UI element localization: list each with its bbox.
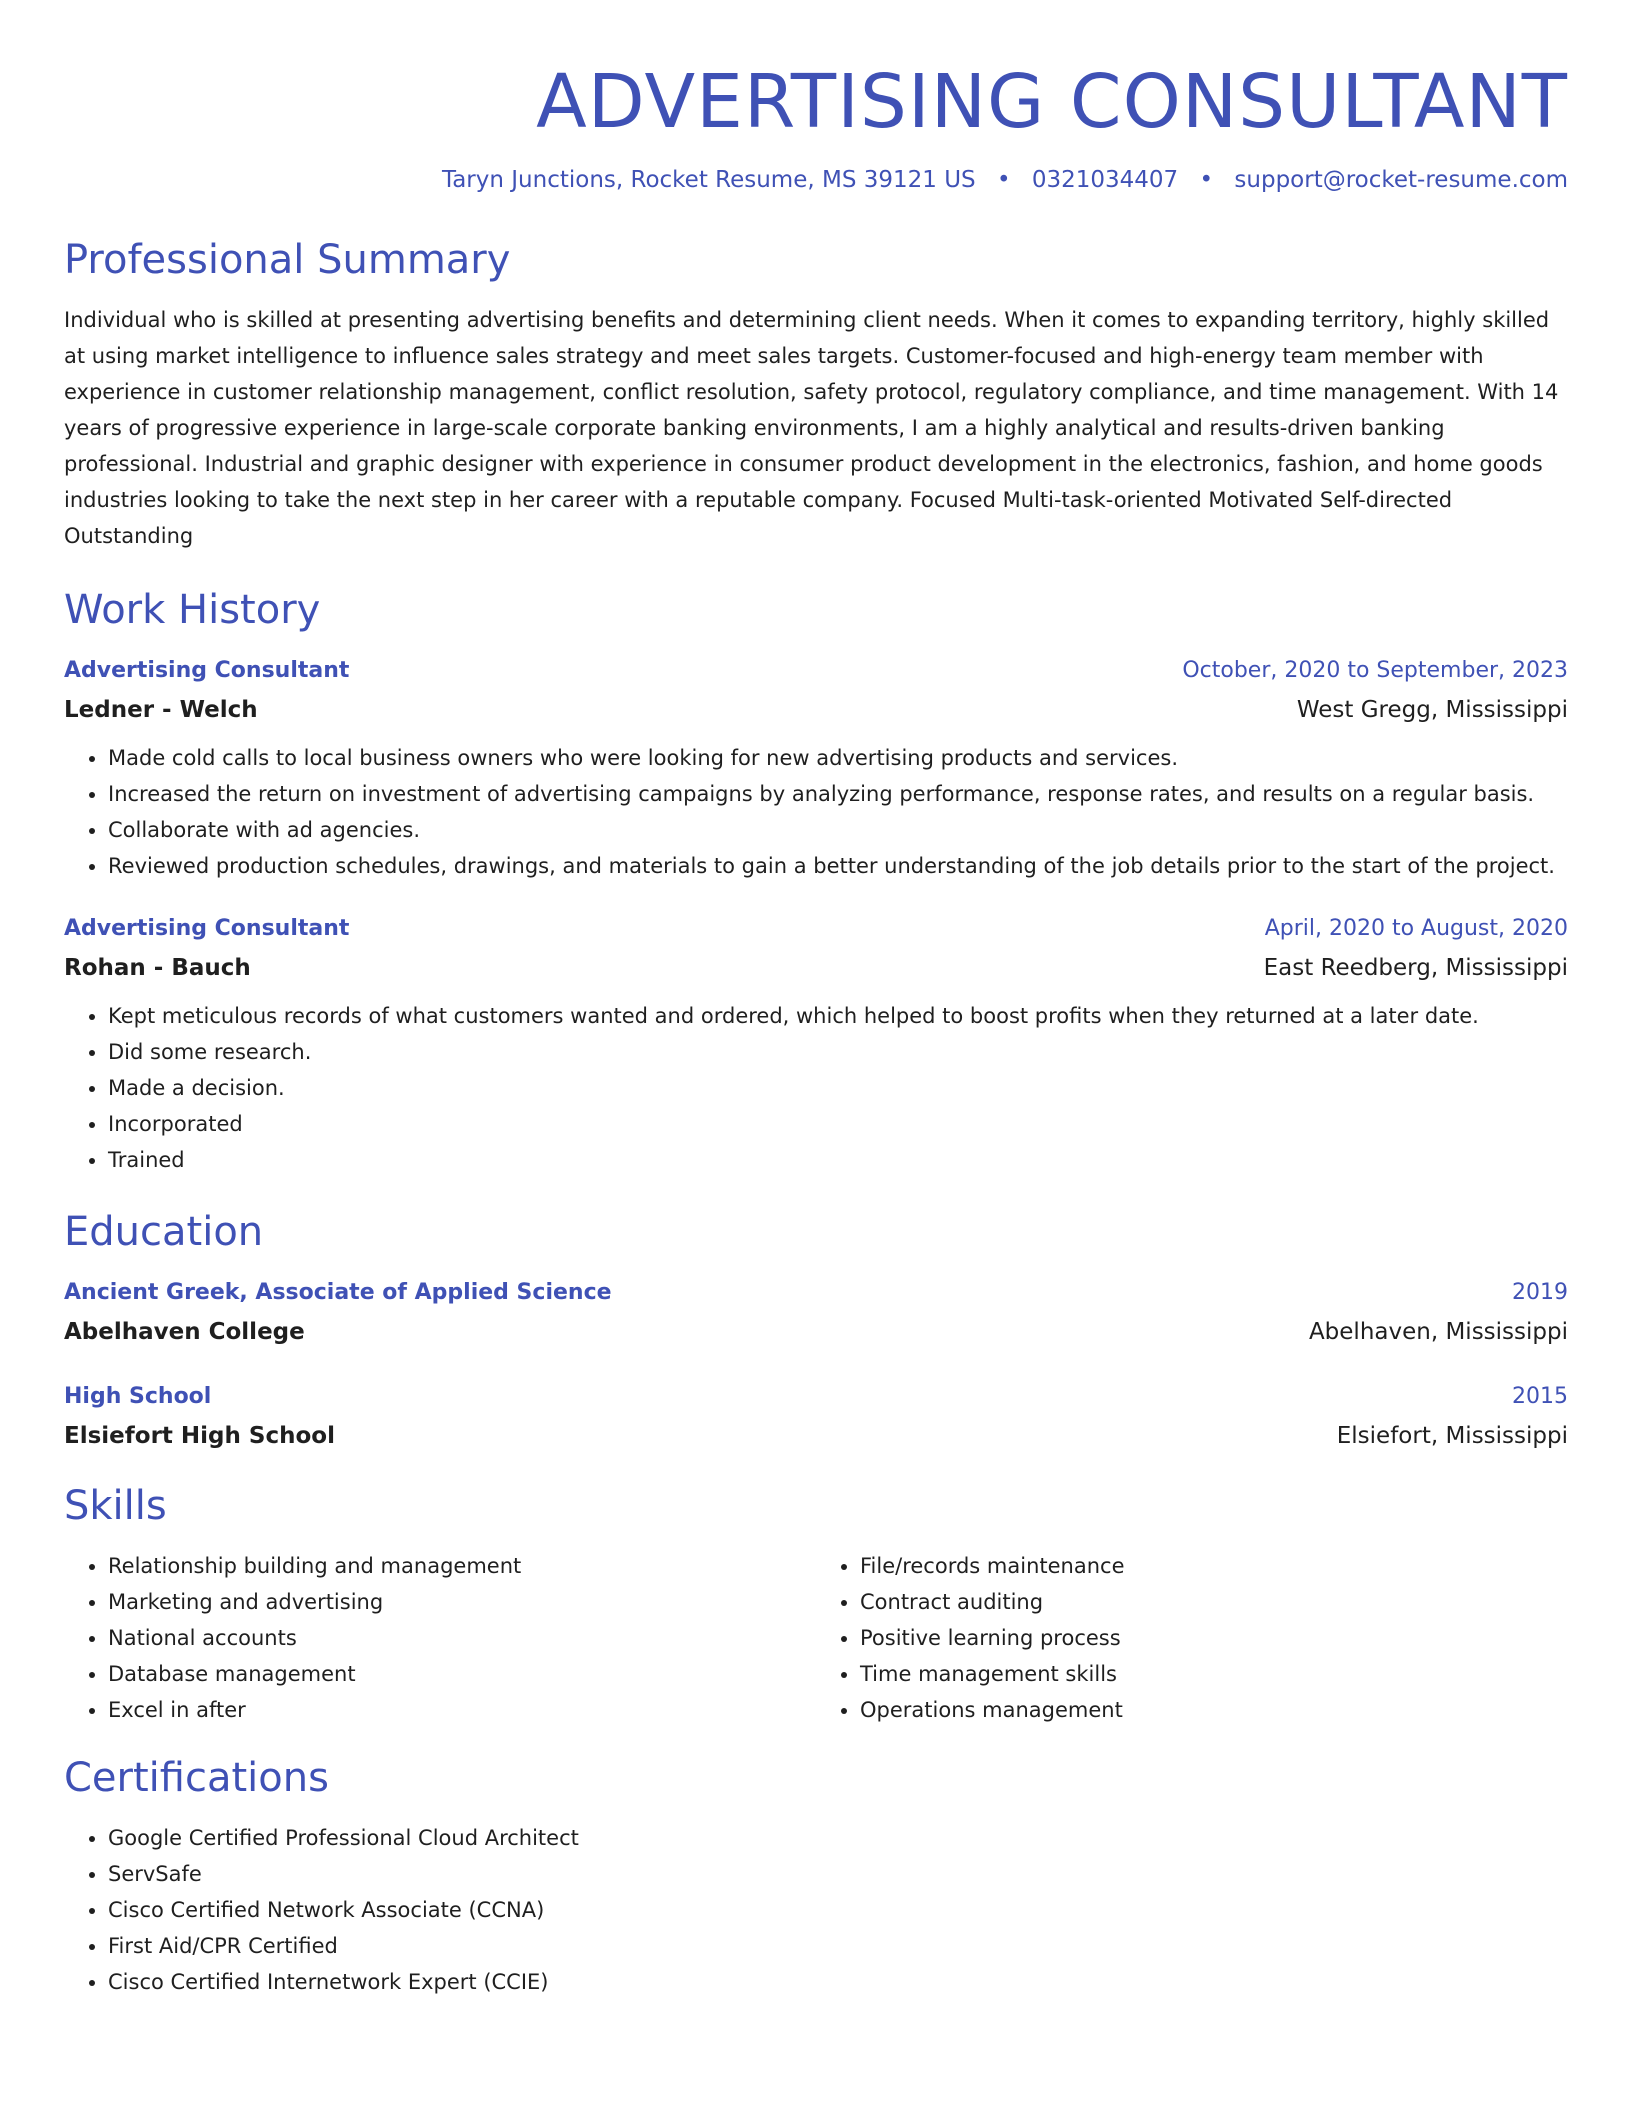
skills-columns [64,1548,1568,1728]
education-entry [64,1378,1568,1456]
job-header-row [64,910,1568,948]
education-year: 2019 [1512,1280,1568,1305]
list-item: • Marketing and advertising [108,1584,816,1620]
education-header-row [64,1274,1568,1312]
education-school-row [64,1416,1568,1456]
job-bullets [64,998,1568,1178]
education-entry [64,1274,1568,1352]
phone-text: 0321034407 [1031,167,1179,193]
education-location: Elsiefort, Mississippi [1336,1423,1568,1449]
list-item: • Relationship building and management [108,1548,816,1584]
section-heading-summary: Professional Summary [64,237,511,283]
list-item: • Kept meticulous records of what customers wanted and ordered, which helped to boost profits when they returned at a later date. [108,998,1568,1034]
list-item: • National accounts [108,1620,816,1656]
list-item: • Cisco Certified Internetwork Expert (CCIE) [108,1964,1568,2000]
job-entry [64,652,1568,884]
job-bullets [64,740,1568,884]
job-location: West Gregg, Mississippi [1296,697,1568,723]
list-item: • Incorporated [108,1106,1568,1142]
list-item: • Made cold calls to local business owners who were looking for new advertising products and services. [108,740,1568,776]
education-school: Abelhaven College [64,1319,305,1345]
education-header-row [64,1378,1568,1416]
section-heading-work: Work History [64,587,321,633]
list-item: • Contract auditing [860,1584,1568,1620]
separator-dot: • [1199,167,1214,193]
certifications-list [64,1820,1568,2000]
list-item: • Database management [108,1656,816,1692]
list-item: • Did some research. [108,1034,1568,1070]
education-degree: Ancient Greek, Associate of Applied Science [64,1280,612,1305]
section-heading-certifications: Certifications [64,1755,329,1801]
job-dates: October, 2020 to September, 2023 [1182,658,1568,683]
section-heading-skills: Skills [64,1483,167,1529]
list-item: • Cisco Certified Network Associate (CCNA) [108,1892,1568,1928]
job-entry [64,910,1568,1178]
list-item: • File/records maintenance [860,1548,1568,1584]
list-item: • Operations management [860,1692,1568,1728]
job-company-row [64,690,1568,730]
skills-list-right [816,1548,1568,1728]
summary-paragraph: Individual who is skilled at presenting advertising benefits and determining client needs. When it comes to expanding territory, highly skilled at using market intelligence to influence sales strategy and meet sales targets. Customer-focused and high-energy team member with experience in customer relationship management, conflict resolution, safety protocol, regulatory compliance, and time management. With 14 years of progressive experience in large-scale corporate banking environments, I am a highly analytical and results-driven banking professional. Industrial and graphic designer with experience in consumer product development in the electronics, fashion, and home goods industries looking to take the next step in her career with a reputable company. Focused Multi-task-oriented Motivated Self-directed Outstanding [64,308,1559,548]
list-item: • First Aid/CPR Certified [108,1928,1568,1964]
skills-list-left [64,1548,816,1728]
list-item: • Increased the return on investment of advertising campaigns by analyzing performance, response rates, and results on a regular basis. [108,776,1568,812]
contact-line [64,164,1568,196]
job-company: Ledner - Welch [64,697,258,723]
list-item: • Google Certified Professional Cloud Architect [108,1820,1568,1856]
job-company-row [64,948,1568,988]
list-item: • Trained [108,1142,1568,1178]
education-school: Elsiefort High School [64,1423,335,1449]
section-heading-education: Education [64,1209,264,1255]
education-degree: High School [64,1384,212,1409]
job-dates: April, 2020 to August, 2020 [1264,916,1568,941]
list-item: • Collaborate with ad agencies. [108,812,1568,848]
job-title: Advertising Consultant [64,916,350,941]
job-location: East Reedberg, Mississippi [1263,955,1568,981]
list-item: • Positive learning process [860,1620,1568,1656]
list-item: • Time management skills [860,1656,1568,1692]
education-school-row [64,1312,1568,1352]
page-title: ADVERTISING CONSULTANT [536,59,1568,145]
list-item: • ServSafe [108,1856,1568,1892]
email-link[interactable]: support@rocket-resume.com [1234,167,1568,193]
job-company: Rohan - Bauch [64,955,251,981]
education-location: Abelhaven, Mississippi [1308,1319,1568,1345]
address-text: Taryn Junctions, Rocket Resume, MS 39121 US [441,167,976,193]
resume-page [64,0,1568,2000]
job-title: Advertising Consultant [64,658,350,683]
list-item: • Reviewed production schedules, drawings, and materials to gain a better understanding of the job details prior to the start of the project. [108,848,1568,884]
list-item: • Made a decision. [108,1070,1568,1106]
job-header-row [64,652,1568,690]
list-item: • Excel in after [108,1692,816,1728]
separator-dot: • [996,167,1011,193]
education-year: 2015 [1512,1384,1568,1409]
